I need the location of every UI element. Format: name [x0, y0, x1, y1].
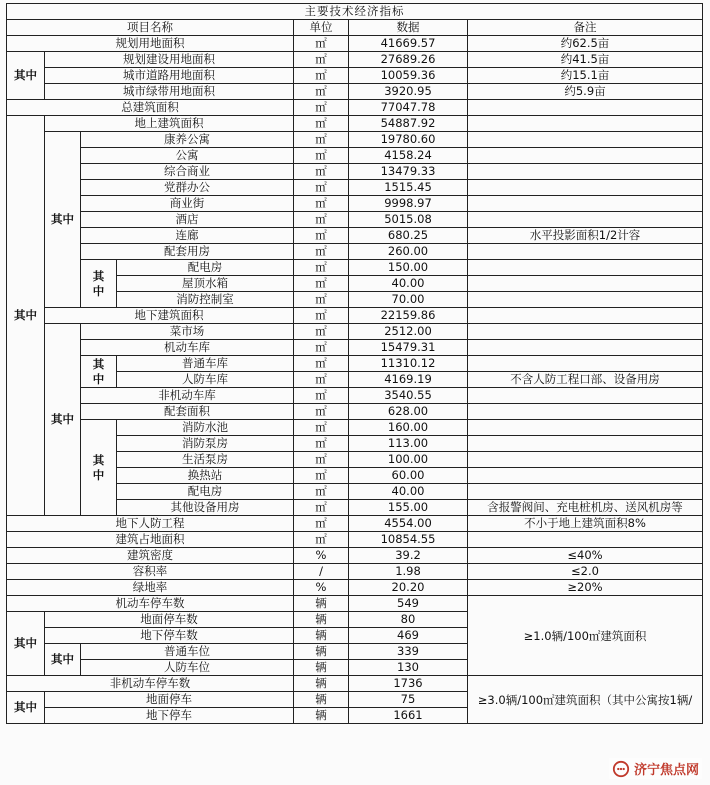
row-unit: ㎡ — [294, 500, 349, 516]
row-value: 1.98 — [349, 564, 468, 580]
chat-bubble-icon — [612, 760, 630, 778]
row-unit: ㎡ — [294, 532, 349, 548]
group-label-qizhong: 其中 — [45, 324, 81, 516]
row-unit: ㎡ — [294, 516, 349, 532]
row-value: 155.00 — [349, 500, 468, 516]
row-remark — [468, 356, 703, 372]
row-remark — [468, 484, 703, 500]
row-name: 地面停车数 — [45, 612, 294, 628]
row-value: 77047.78 — [349, 100, 468, 116]
row-value: 339 — [349, 644, 468, 660]
row-remark — [468, 292, 703, 308]
row-unit: 辆 — [294, 612, 349, 628]
row-name: 消防水池 — [117, 420, 294, 436]
row-name: 普通车位 — [81, 644, 294, 660]
row-remark — [468, 388, 703, 404]
row-name: 绿地率 — [7, 580, 294, 596]
table-row — [7, 260, 703, 276]
row-value: 41669.57 — [349, 36, 468, 52]
table-row — [7, 308, 703, 324]
sub-group-char: 中 — [92, 283, 105, 298]
row-unit: 辆 — [294, 628, 349, 644]
row-unit: ㎡ — [294, 356, 349, 372]
row-name: 城市道路用地面积 — [45, 68, 294, 84]
row-value: 39.2 — [349, 548, 468, 564]
row-unit: ㎡ — [294, 292, 349, 308]
row-value: 3920.95 — [349, 84, 468, 100]
row-remark: ≤40% — [468, 548, 703, 564]
row-name: 党群办公 — [81, 180, 294, 196]
table-row — [7, 676, 703, 692]
row-name: 机动车库 — [81, 340, 294, 356]
row-name: 容积率 — [7, 564, 294, 580]
row-unit: ㎡ — [294, 228, 349, 244]
row-remark — [468, 100, 703, 116]
row-name: 非机动车库 — [81, 388, 294, 404]
row-unit: ㎡ — [294, 68, 349, 84]
row-unit: ㎡ — [294, 468, 349, 484]
row-name: 康养公寓 — [81, 132, 294, 148]
row-unit: ㎡ — [294, 148, 349, 164]
row-unit: ㎡ — [294, 276, 349, 292]
row-name: 地下停车数 — [45, 628, 294, 644]
row-remark — [468, 180, 703, 196]
row-unit: ㎡ — [294, 484, 349, 500]
row-unit: ㎡ — [294, 452, 349, 468]
row-unit: ㎡ — [294, 436, 349, 452]
sub-group-char: 中 — [92, 371, 105, 386]
sub-group-label — [81, 420, 117, 516]
row-name: 建筑密度 — [7, 548, 294, 564]
table-row — [7, 548, 703, 564]
row-value: 19780.60 — [349, 132, 468, 148]
group-label-qizhong: 其中 — [45, 644, 81, 676]
row-value: 160.00 — [349, 420, 468, 436]
row-name: 综合商业 — [81, 164, 294, 180]
parking-remark: ≥1.0辆/100㎡建筑面积 — [468, 596, 703, 676]
row-unit: ㎡ — [294, 100, 349, 116]
row-name: 地下停车 — [45, 708, 294, 724]
row-value: 11310.12 — [349, 356, 468, 372]
indicators-table — [6, 3, 703, 724]
row-name: 地下人防工程 — [7, 516, 294, 532]
sub-group-char: 其 — [92, 268, 105, 283]
row-value: 150.00 — [349, 260, 468, 276]
row-name: 总建筑面积 — [7, 100, 294, 116]
row-name: 配电房 — [117, 484, 294, 500]
row-name: 屋顶水箱 — [117, 276, 294, 292]
row-name: 连廊 — [81, 228, 294, 244]
row-unit: % — [294, 580, 349, 596]
row-name: 规划用地面积 — [7, 36, 294, 52]
header-remark: 备注 — [468, 20, 703, 36]
table-row — [7, 388, 703, 404]
row-remark — [468, 116, 703, 132]
row-unit: ㎡ — [294, 324, 349, 340]
row-name: 配套面积 — [81, 404, 294, 420]
row-remark: 含报警阀间、充电桩机房、送风机房等 — [468, 500, 703, 516]
row-value: 549 — [349, 596, 468, 612]
table-row — [7, 36, 703, 52]
watermark — [609, 758, 702, 779]
row-unit: ㎡ — [294, 388, 349, 404]
row-unit: 辆 — [294, 676, 349, 692]
row-remark — [468, 308, 703, 324]
group-label-qizhong: 其中 — [45, 132, 81, 308]
table-row — [7, 148, 703, 164]
row-name: 机动车停车数 — [7, 596, 294, 612]
row-unit: ㎡ — [294, 164, 349, 180]
table-row — [7, 516, 703, 532]
row-remark — [468, 148, 703, 164]
sub-group-char: 其 — [92, 452, 105, 467]
row-name: 配电房 — [117, 260, 294, 276]
row-unit: ㎡ — [294, 404, 349, 420]
row-value: 1736 — [349, 676, 468, 692]
table-row — [7, 228, 703, 244]
row-remark — [468, 420, 703, 436]
row-unit: ㎡ — [294, 116, 349, 132]
row-name: 配套用房 — [81, 244, 294, 260]
row-unit: 辆 — [294, 692, 349, 708]
table-row — [7, 324, 703, 340]
table-row — [7, 596, 703, 612]
row-name: 地面停车 — [45, 692, 294, 708]
row-value: 1661 — [349, 708, 468, 724]
row-value: 60.00 — [349, 468, 468, 484]
row-remark — [468, 260, 703, 276]
sub-group-label — [81, 260, 117, 308]
row-name: 商业街 — [81, 196, 294, 212]
row-unit: 辆 — [294, 644, 349, 660]
row-value: 469 — [349, 628, 468, 644]
group-label-qizhong: 其中 — [7, 612, 45, 676]
row-remark: 水平投影面积1/2计容 — [468, 228, 703, 244]
bike-remark: ≥3.0辆/100㎡建筑面积（其中公寓按1辆/ — [468, 676, 703, 724]
row-unit: ㎡ — [294, 212, 349, 228]
row-name: 菜市场 — [81, 324, 294, 340]
sub-group-char: 其 — [92, 356, 105, 371]
table-row — [7, 356, 703, 372]
row-remark — [468, 244, 703, 260]
table-row — [7, 100, 703, 116]
group-label-qizhong: 其中 — [7, 116, 45, 516]
sub-group-char: 中 — [92, 467, 105, 482]
row-value: 100.00 — [349, 452, 468, 468]
header-item: 项目名称 — [7, 20, 294, 36]
watermark-text: 济宁焦点网 — [633, 763, 699, 778]
header-unit: 单位 — [294, 20, 349, 36]
table-row — [7, 244, 703, 260]
row-remark — [468, 468, 703, 484]
row-unit: ㎡ — [294, 36, 349, 52]
row-remark: 约62.5亩 — [468, 36, 703, 52]
row-value: 2512.00 — [349, 324, 468, 340]
table-row — [7, 84, 703, 100]
row-remark: 不含人防工程口部、设备用房 — [468, 372, 703, 388]
row-name: 其他设备用房 — [117, 500, 294, 516]
row-remark: 约5.9亩 — [468, 84, 703, 100]
row-name: 人防车位 — [81, 660, 294, 676]
row-value: 20.20 — [349, 580, 468, 596]
table-row — [7, 180, 703, 196]
table-row — [7, 68, 703, 84]
row-value: 13479.33 — [349, 164, 468, 180]
row-unit: ㎡ — [294, 420, 349, 436]
row-value: 9998.97 — [349, 196, 468, 212]
row-unit: ㎡ — [294, 308, 349, 324]
row-value: 4554.00 — [349, 516, 468, 532]
row-name: 非机动车停车数 — [7, 676, 294, 692]
row-name: 地上建筑面积 — [45, 116, 294, 132]
table-row — [7, 404, 703, 420]
row-remark — [468, 324, 703, 340]
table-row — [7, 532, 703, 548]
row-remark — [468, 532, 703, 548]
row-value: 54887.92 — [349, 116, 468, 132]
row-remark: 约41.5亩 — [468, 52, 703, 68]
row-remark — [468, 436, 703, 452]
row-value: 80 — [349, 612, 468, 628]
row-name: 换热站 — [117, 468, 294, 484]
row-value: 70.00 — [349, 292, 468, 308]
row-unit: ㎡ — [294, 340, 349, 356]
table-row — [7, 196, 703, 212]
row-value: 22159.86 — [349, 308, 468, 324]
row-unit: ㎡ — [294, 180, 349, 196]
row-value: 15479.31 — [349, 340, 468, 356]
table-row — [7, 580, 703, 596]
row-remark — [468, 276, 703, 292]
table-row — [7, 420, 703, 436]
row-value: 4169.19 — [349, 372, 468, 388]
title-row — [7, 4, 703, 20]
row-name: 建筑占地面积 — [7, 532, 294, 548]
row-value: 40.00 — [349, 484, 468, 500]
row-value: 680.25 — [349, 228, 468, 244]
row-unit: ㎡ — [294, 372, 349, 388]
row-value: 10059.36 — [349, 68, 468, 84]
row-unit: 辆 — [294, 596, 349, 612]
row-unit: ㎡ — [294, 196, 349, 212]
row-name: 消防控制室 — [117, 292, 294, 308]
row-unit: ㎡ — [294, 132, 349, 148]
group-label-qizhong: 其中 — [7, 52, 45, 100]
row-value: 3540.55 — [349, 388, 468, 404]
row-value: 260.00 — [349, 244, 468, 260]
row-remark: 约15.1亩 — [468, 68, 703, 84]
row-value: 4158.24 — [349, 148, 468, 164]
row-value: 27689.26 — [349, 52, 468, 68]
row-remark: ≤2.0 — [468, 564, 703, 580]
row-unit: 辆 — [294, 708, 349, 724]
row-name: 公寓 — [81, 148, 294, 164]
table-row — [7, 564, 703, 580]
row-remark — [468, 452, 703, 468]
row-value: 40.00 — [349, 276, 468, 292]
row-name: 人防车库 — [117, 372, 294, 388]
group-label-qizhong: 其中 — [7, 692, 45, 724]
table-row — [7, 212, 703, 228]
table-row — [7, 164, 703, 180]
row-value: 1515.45 — [349, 180, 468, 196]
row-remark — [468, 132, 703, 148]
row-unit: ㎡ — [294, 260, 349, 276]
row-remark — [468, 196, 703, 212]
row-name: 消防泵房 — [117, 436, 294, 452]
row-value: 628.00 — [349, 404, 468, 420]
sub-group-label — [81, 356, 117, 388]
table-row — [7, 132, 703, 148]
table-row — [7, 340, 703, 356]
row-remark — [468, 164, 703, 180]
row-name: 规划建设用地面积 — [45, 52, 294, 68]
row-unit: ㎡ — [294, 244, 349, 260]
row-unit: / — [294, 564, 349, 580]
row-value: 75 — [349, 692, 468, 708]
row-unit: ㎡ — [294, 84, 349, 100]
header-row — [7, 20, 703, 36]
table-row — [7, 116, 703, 132]
table-row — [7, 52, 703, 68]
row-unit: ㎡ — [294, 52, 349, 68]
header-value: 数据 — [349, 20, 468, 36]
row-name: 酒店 — [81, 212, 294, 228]
row-name: 普通车库 — [117, 356, 294, 372]
row-value: 113.00 — [349, 436, 468, 452]
row-unit: 辆 — [294, 660, 349, 676]
row-unit: % — [294, 548, 349, 564]
row-name: 地下建筑面积 — [45, 308, 294, 324]
row-remark: 不小于地上建筑面积8% — [468, 516, 703, 532]
row-remark: ≥20% — [468, 580, 703, 596]
row-remark — [468, 340, 703, 356]
table-title: 主要技术经济指标 — [7, 4, 703, 20]
row-name: 生活泵房 — [117, 452, 294, 468]
row-name: 城市绿带用地面积 — [45, 84, 294, 100]
row-value: 5015.08 — [349, 212, 468, 228]
row-remark — [468, 404, 703, 420]
row-value: 130 — [349, 660, 468, 676]
row-value: 10854.55 — [349, 532, 468, 548]
row-remark — [468, 212, 703, 228]
